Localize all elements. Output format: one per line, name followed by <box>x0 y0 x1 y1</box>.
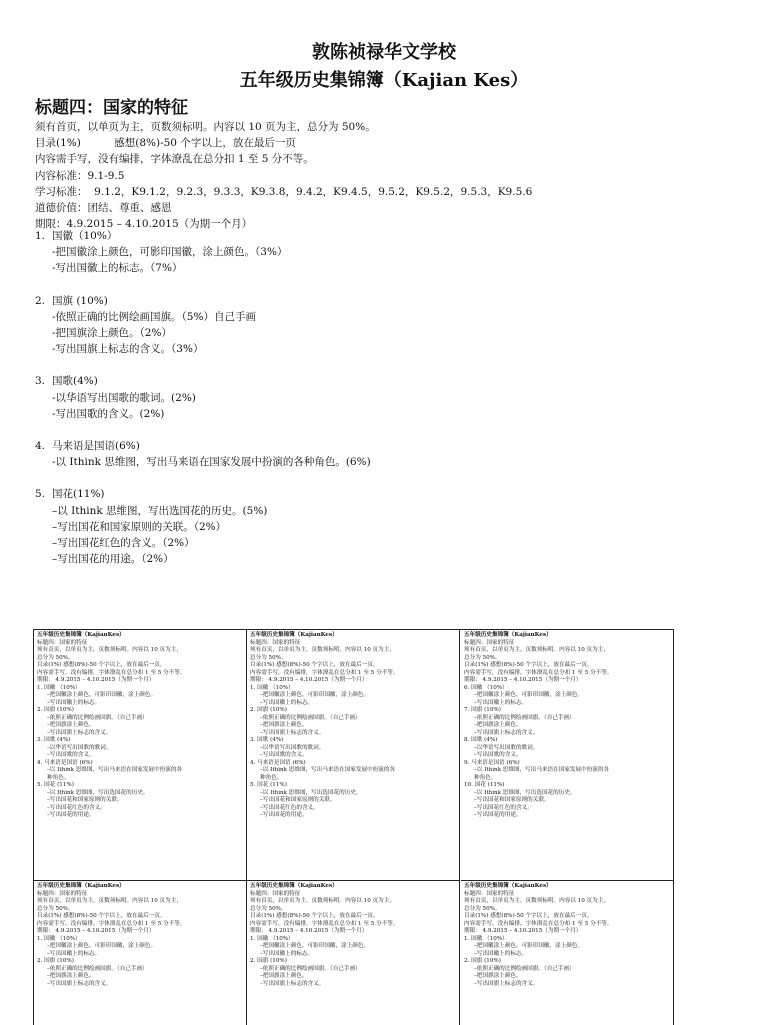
section-heading: 标题四：国家的特征 <box>35 98 188 118</box>
handout-item-subtask: –写出国旗上标志的含义。 <box>47 980 112 987</box>
handout-line: 总分为 50%。 <box>250 654 287 661</box>
handout-line: 标题四：国家的特征 <box>250 639 301 646</box>
handout-line: 期限： 4.9.2015 – 4.10.2015（为期一个月） <box>250 677 368 683</box>
handout-line: 目录(1%) 感想(8%)-50 个字以上，放在最后一页。 <box>37 662 166 668</box>
handout-line: 标题四：国家的特征 <box>464 890 515 897</box>
handout-item-subtask: –写出国歌的含义。 <box>260 752 308 758</box>
handout-line: 总分为 50%。 <box>37 654 74 661</box>
handout-item-subtask: –写出国旗上标志的含义。 <box>260 980 325 987</box>
handout-item-subtask: –把国徽涂上颜色，可影印国徽，涂上颜色。 <box>474 692 584 698</box>
handout-line: 内容需手写，没有编排，字体潦乱在总分扣 1 至 5 分不等。 <box>37 920 186 927</box>
handout-line: 目录(1%) 感想(8%)-50 个字以上，放在最后一页。 <box>37 913 166 919</box>
handout-item-subtask: –写出国旗上标志的含义。 <box>474 729 539 736</box>
handout-item-subtask: –写出国花的用途。 <box>260 812 308 818</box>
handout-item-subtask: –写出国徽上的标志。 <box>47 699 101 706</box>
handout-item-subtask: –依照正确的比例绘画国旗。（自己手画） <box>260 714 361 721</box>
item-subtask: -以华语写出国歌的歌词。(2%) <box>52 391 196 404</box>
handout-item-subtask: –写出国花和国家原则的关联。 <box>260 797 336 803</box>
handout-item-subtask: –把国旗涂上颜色。 <box>47 973 95 979</box>
item-title: 国花(11%) <box>52 488 105 501</box>
requirements-block <box>35 119 532 232</box>
handout-copy <box>247 630 460 881</box>
requirement-line: 内容需手写，没有编排，字体潦乱在总分扣 1 至 5 分不等。 <box>35 153 314 166</box>
handout-item-subtask: –写出国花的用途。 <box>47 812 95 818</box>
handout-line: 须有首页，以单页为主，页数须标明。内容以 10 页为主， <box>464 898 609 904</box>
handout-title: 五年级历史集锦簿（KajianKes） <box>37 632 125 638</box>
handout-title: 五年级历史集锦簿（KajianKes） <box>37 883 125 889</box>
list-item <box>35 438 371 470</box>
handout-item-subtask: –写出国花红色的含义。 <box>47 804 106 811</box>
handout-item-title: 2. 国旗 (10%) <box>250 707 287 713</box>
handout-item-subtask: –写出国花红色的含义。 <box>474 804 533 811</box>
item-subtask: –以 Ithink 思维图，写出选国花的历史。(5%) <box>52 504 268 517</box>
item-subtask: -写出国徽上的标志。（7%） <box>52 262 183 275</box>
handout-item-title: 3. 国歌 (4%) <box>250 737 284 743</box>
handout-item-title: 2. 国旗 (10%) <box>250 958 287 964</box>
handout-item-title: 1. 国徽 （10%） <box>37 684 81 691</box>
handout-line: 总分为 50%。 <box>250 905 287 912</box>
handout-item-subtask: –以 Ithink 思维图，写出马来语在国家发展中扮演的各 <box>474 767 610 773</box>
requirement-line: 学习标准： 9.1.2，K9.1.2，9.2.3，9.3.3，K9.3.8，9.4.2，K9.4.5，9.5.2，K9.5.2，9.5.3，K9.5.6 <box>35 185 533 198</box>
handout-item-subtask: –写出国旗上标志的含义。 <box>260 729 325 736</box>
item-subtask: –写出国花红色的含义。（2%） <box>52 537 195 550</box>
handout-line: 标题四：国家的特征 <box>250 890 301 897</box>
handout-copy <box>461 630 674 881</box>
item-number: 2. <box>35 294 46 307</box>
item-subtask: –写出国花和国家原则的关联。（2%） <box>52 520 227 533</box>
item-title: 国旗 (10%) <box>52 294 108 307</box>
handout-line: 期限： 4.9.2015 – 4.10.2015（为期一个月） <box>37 677 155 683</box>
handout-copy <box>247 881 460 1025</box>
handout-item-subtask: –以 Ithink 思维图，写出马来语在国家发展中扮演的各 <box>260 767 396 773</box>
handout-item-subtask: –依照正确的比例绘画国旗。（自己手画） <box>474 714 575 721</box>
handout-item-title: 1. 国徽 （10%） <box>250 935 294 942</box>
handout-copy <box>34 630 247 881</box>
handout-item-subtask: –依照正确的比例绘画国旗。（自己手画） <box>474 965 575 972</box>
handout-line: 标题四：国家的特征 <box>464 639 515 646</box>
handout-item-title: 2. 国旗 (10%) <box>37 958 74 964</box>
handout-line: 须有首页，以单页为主，页数须标明。内容以 10 页为主， <box>250 647 395 653</box>
handout-line: 总分为 50%。 <box>464 654 501 661</box>
handout-copy <box>461 881 674 1025</box>
document-subtitle: 五年级历史集锦簿（Kajian Kes） <box>239 70 529 91</box>
item-title: 马来语是国语(6%) <box>52 440 140 453</box>
handout-item-subtask: –把国旗涂上颜色。 <box>474 973 522 979</box>
handout-item-subtask: –以 Ithink 思维图，写出选国花的历史。 <box>474 789 576 796</box>
handout-item-subtask: –把国徽涂上颜色，可影印国徽，涂上颜色。 <box>260 692 370 698</box>
requirement-line: 期限：4.9.2015 – 4.10.2015（为期一个月） <box>35 218 253 231</box>
handout-item-subtask: –把国徽涂上颜色，可影印国徽，涂上颜色。 <box>260 943 370 949</box>
requirement-line: 道德价值：团结、尊重、感恩 <box>35 202 172 215</box>
handout-item-title: 4. 马来语是国语 (6%) <box>37 759 93 766</box>
item-subtask: -写出国歌的含义。(2%) <box>52 407 165 420</box>
handout-item-subtask: –把国徽涂上颜色，可影印国徽，涂上颜色。 <box>47 692 157 698</box>
item-subtask: -把国旗涂上颜色。（2%） <box>52 327 172 340</box>
handout-line: 标题四：国家的特征 <box>37 890 88 897</box>
handout-item-subtask: 种角色。 <box>260 774 283 781</box>
requirement-line: 内容标准：9.1-9.5 <box>35 169 125 182</box>
item-subtask: -写出国旗上标志的含义。（3%） <box>52 343 204 356</box>
handout-item-subtask: –以华语写出国歌的歌词。 <box>474 744 539 751</box>
handout-item-subtask: 种角色。 <box>47 774 70 781</box>
item-number: 4. <box>35 440 46 453</box>
item-subtask: –写出国花的用途。（2%） <box>52 553 174 566</box>
handout-line: 须有首页，以单页为主，页数须标明。内容以 10 页为主， <box>37 898 182 904</box>
item-subtask: -把国徽涂上颜色，可影印国徽，涂上颜色。（3%） <box>52 246 288 259</box>
handout-item-subtask: –把国旗涂上颜色。 <box>260 973 308 979</box>
handout-item-subtask: –依照正确的比例绘画国旗。（自己手画） <box>260 965 361 972</box>
handout-line: 总分为 50%。 <box>37 905 74 912</box>
item-subtask: -以 Ithink 思维图，写出马来语在国家发展中扮演的各种角色。(6%) <box>52 456 371 469</box>
handout-item-title: 10. 国花 (11%) <box>464 782 505 788</box>
handout-item-title: 5. 国花 (11%) <box>250 782 287 788</box>
task-list <box>35 228 371 583</box>
item-number: 1. <box>35 230 46 242</box>
handout-line: 目录(1%) 感想(8%)-50 个字以上，放在最后一页。 <box>250 913 379 919</box>
handout-line: 目录(1%) 感想(8%)-50 个字以上，放在最后一页。 <box>464 913 593 919</box>
handout-line: 总分为 50%。 <box>464 905 501 912</box>
handout-item-subtask: –把国徽涂上颜色，可影印国徽，涂上颜色。 <box>47 943 157 949</box>
handout-line: 须有首页，以单页为主，页数须标明。内容以 10 页为主， <box>250 898 395 904</box>
handout-item-subtask: –写出国旗上标志的含义。 <box>47 729 112 736</box>
school-name: 敦陈祯禄华文学校 <box>312 42 456 63</box>
handout-title: 五年级历史集锦簿（KajianKes） <box>250 883 338 889</box>
handout-item-subtask: –写出国花的用途。 <box>474 812 522 818</box>
handout-item-title: 4. 马来语是国语 (6%) <box>250 759 306 766</box>
handout-item-subtask: –以 Ithink 思维图，写出选国花的历史。 <box>47 789 149 796</box>
handout-item-subtask: –把国徽涂上颜色，可影印国徽，涂上颜色。 <box>474 943 584 949</box>
handout-item-subtask: –依照正确的比例绘画国旗。（自己手画） <box>47 965 148 972</box>
handout-item-subtask: –写出国花和国家原则的关联。 <box>47 797 123 803</box>
handout-item-subtask: –写出国花红色的含义。 <box>260 804 319 811</box>
list-item <box>35 228 371 277</box>
handout-line: 须有首页，以单页为主，页数须标明。内容以 10 页为主， <box>464 647 609 653</box>
item-subtask: -依照正确的比例绘画国旗。（5%）自己手画 <box>52 310 256 323</box>
handout-line: 期限： 4.9.2015 – 4.10.2015（为期一个月） <box>464 928 582 934</box>
handout-item-subtask: 种角色。 <box>474 774 497 781</box>
handout-item-subtask: –写出国徽上的标志。 <box>47 950 101 957</box>
handout-line: 内容需手写，没有编排，字体潦乱在总分扣 1 至 5 分不等。 <box>464 669 613 676</box>
handout-title: 五年级历史集锦簿（KajianKes） <box>464 883 552 889</box>
handout-item-subtask: –写出国徽上的标志。 <box>474 699 528 706</box>
list-item <box>35 486 371 567</box>
handout-line: 内容需手写，没有编排，字体潦乱在总分扣 1 至 5 分不等。 <box>37 669 186 676</box>
handout-item-subtask: –写出国旗上标志的含义。 <box>474 980 539 987</box>
handout-item-subtask: –写出国徽上的标志。 <box>260 950 314 957</box>
handout-item-subtask: –以华语写出国歌的歌词。 <box>47 744 112 751</box>
handout-item-subtask: –写出国歌的含义。 <box>47 752 95 758</box>
handout-line: 期限： 4.9.2015 – 4.10.2015（为期一个月） <box>37 928 155 934</box>
requirement-line: 目录(1%) 感想(8%)-50 个字以上，放在最后一页 <box>35 137 296 150</box>
handout-copy <box>34 881 247 1025</box>
handout-line: 须有首页，以单页为主，页数须标明。内容以 10 页为主， <box>37 647 182 653</box>
handout-item-title: 1. 国徽 （10%） <box>250 684 294 691</box>
handout-item-title: 6. 国徽 （10%） <box>464 684 508 691</box>
handout-item-subtask: –写出国徽上的标志。 <box>474 950 528 957</box>
handout-line: 目录(1%) 感想(8%)-50 个字以上，放在最后一页。 <box>464 662 593 668</box>
list-item <box>35 373 371 422</box>
item-number: 5. <box>35 488 46 501</box>
list-item <box>35 293 371 358</box>
handout-item-subtask: –以 Ithink 思维图，写出马来语在国家发展中扮演的各 <box>47 767 183 773</box>
handout-item-subtask: –写出国花和国家原则的关联。 <box>474 797 550 803</box>
handout-item-subtask: –以 Ithink 思维图，写出选国花的历史。 <box>260 789 362 796</box>
handout-grid <box>33 629 674 1025</box>
handout-item-subtask: –把国旗涂上颜色。 <box>474 722 522 728</box>
handout-item-title: 5. 国花 (11%) <box>37 782 74 788</box>
handout-item-title: 7. 国旗 (10%) <box>464 707 501 713</box>
handout-line: 内容需手写，没有编排，字体潦乱在总分扣 1 至 5 分不等。 <box>464 920 613 927</box>
handout-line: 标题四：国家的特征 <box>37 639 88 646</box>
item-number: 3. <box>35 375 46 388</box>
handout-line: 内容需手写，没有编排，字体潦乱在总分扣 1 至 5 分不等。 <box>250 669 399 676</box>
handout-item-subtask: –把国旗涂上颜色。 <box>47 722 95 728</box>
item-title: 国徽（10%） <box>52 230 118 242</box>
handout-item-subtask: –写出国歌的含义。 <box>474 752 522 758</box>
handout-item-subtask: –以华语写出国歌的歌词。 <box>260 744 325 751</box>
requirement-line: 须有首页，以单页为主，页数须标明。内容以 10 页为主，总分为 50%。 <box>35 121 376 133</box>
handout-line: 期限： 4.9.2015 – 4.10.2015（为期一个月） <box>250 928 368 934</box>
handout-line: 内容需手写，没有编排，字体潦乱在总分扣 1 至 5 分不等。 <box>250 920 399 927</box>
handout-title: 五年级历史集锦簿（KajianKes） <box>250 632 338 638</box>
handout-item-title: 8. 国歌 (4%) <box>464 737 498 743</box>
handout-item-subtask: –把国旗涂上颜色。 <box>260 722 308 728</box>
handout-title: 五年级历史集锦簿（KajianKes） <box>464 632 552 638</box>
item-title: 国歌(4%) <box>52 375 98 388</box>
handout-item-title: 3. 国歌 (4%) <box>37 737 71 743</box>
handout-line: 目录(1%) 感想(8%)-50 个字以上，放在最后一页。 <box>250 662 379 668</box>
handout-line: 期限： 4.9.2015 – 4.10.2015（为期一个月） <box>464 677 582 683</box>
handout-item-title: 1. 国徽 （10%） <box>464 935 508 942</box>
handout-item-subtask: –写出国徽上的标志。 <box>260 699 314 706</box>
handout-item-title: 2. 国旗 (10%) <box>464 958 501 964</box>
handout-item-title: 9. 马来语是国语 (6%) <box>464 759 520 766</box>
handout-item-title: 2. 国旗 (10%) <box>37 707 74 713</box>
handout-item-title: 1. 国徽 （10%） <box>37 935 81 942</box>
handout-item-subtask: –依照正确的比例绘画国旗。（自己手画） <box>47 714 148 721</box>
